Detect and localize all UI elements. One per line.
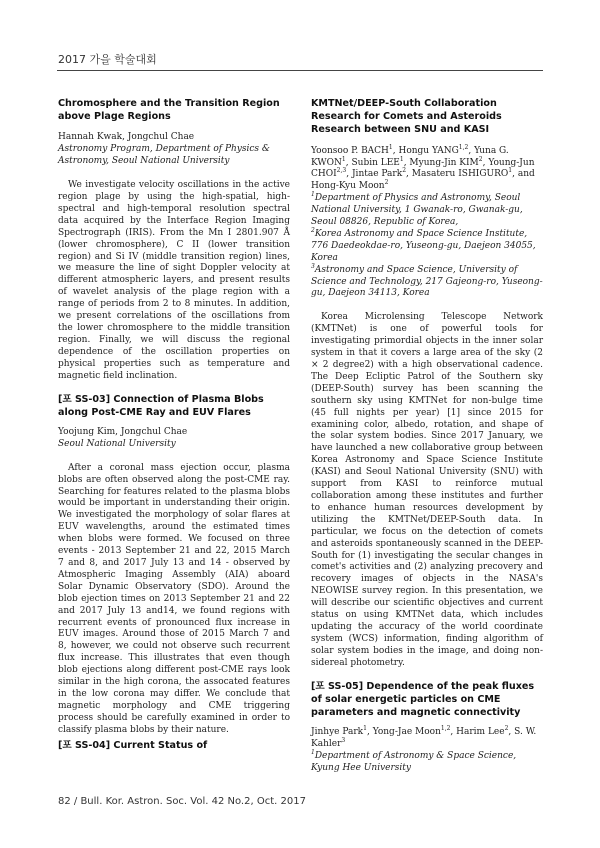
paper-authors: Hannah Kwak, Jongchul Chae (58, 132, 195, 143)
author-affil-mark: 1 (341, 155, 346, 163)
paper-title: KMTNet/DEEP-South Collaboration Research for Comets and Asteroids Research between SNU and KASI (311, 98, 502, 136)
affil-mark: 3 (311, 262, 315, 270)
author-affil-mark: 2 (504, 725, 509, 733)
affiliation-line: $^2$Korea Astronomy and Space Science Institute, 776 Daedeokdae-ro, Yuseong-gu, Daejeon 34055, Korea (311, 226, 536, 263)
author-affil-mark: 1 (388, 143, 393, 151)
author-affil-mark: 2 (402, 167, 407, 175)
author-affil-mark: 2,3 (336, 167, 347, 175)
paper-affiliations (311, 193, 543, 300)
affil-mark: 1 (311, 749, 315, 756)
left-column (58, 97, 290, 760)
author-name: Yong-Jae Moon (372, 727, 441, 738)
right-column (311, 97, 543, 775)
author-name: Subin LEE (351, 157, 400, 168)
author-affil-mark: 1,2 (458, 143, 469, 151)
author-affil-mark: 3 (341, 737, 346, 745)
affil-mark: 1 (311, 191, 315, 199)
paper-abstract: Korea Microlensing Telescope Network (KMTNet) is one of powerful tools for investigating primordial objects in the inner solar system in that it covers a large area of the sky (2 × 2 degree2) with a high observational cadence. The Deep Ecliptic Patrol of the Southern sky (DEEP-South) survey has been scanning the southern sky using KMTNet for non-bulge time (45 full nights per year) [1] since 2015 for examining color, albedo, rotation, and shape of the solar system bodies. Since 2017 January, we have launched a new collaborative group between Korea Astronomy and Space Science Institute (KASI) and Seoul National University (SNU) with support from KASI to reinforce mutual collaboration among these institutes and further to enhance human resources development by utilizing the KMTNet/DEEP-South data. In particular, we focus on the detection of comets and asteroids spontaneously scanned in the DEEP-South for (1) investigating the secular changes in comet's activities and (2) analyzing precovery and recovery images of objects in the NASA's NEOWISE survey region. In this presentation, we will describe our scientific objectives and current status on using KMTNet data, which includes updating the accuracy of the world coordinate system (WCS) information, finding algorithm of solar system bodies in the image, and doing non-sidereal photometry. (311, 312, 543, 668)
author-name: Harim Lee (456, 727, 505, 738)
author-name: Hongu YANG (398, 145, 459, 156)
paper-title: [포 SS-03] Connection of Plasma Blobs along Post-CME Ray and EUV Flares (58, 393, 264, 418)
author-name: Jintae Park (351, 169, 403, 180)
paper-title: [포 SS-05] Dependence of the peak fluxes of solar energetic particles on CME parameters and magnetic connectivity (311, 680, 535, 718)
author-affil-mark: 1 (363, 725, 367, 733)
paper-authors: Yoonsoo P. BACH$^1$, Hongu YANG$^{1,2}$, Yuna G. KWON$^1$, Subin LEE$^1$, Myung-Jin KIM$^2$, Young-Jun CHOI$^{2,3}$, Jintae Park$^2$, Masateru ISHIGURO$^1$, and Hong-Kyu Moon$^2$ (311, 143, 535, 192)
author-name: Yuna G. KWON (311, 145, 509, 168)
paper-ss05 (311, 680, 543, 775)
author-name: Masateru ISHIGURO (411, 169, 509, 180)
paper-affiliations (311, 751, 543, 775)
author-name: Yoonsoo P. BACH (311, 145, 389, 156)
running-head: 2017 가을 학술대회 (58, 53, 157, 66)
author-affil-mark: 1 (508, 167, 513, 175)
affiliation-line: $^1$Department of Astronomy & Space Science, Kyung Hee University (311, 749, 517, 773)
paper-ss03 (58, 393, 290, 737)
paper-authors: Yoojung Kim, Jongchul Chae (58, 426, 188, 437)
paper-affiliation: Seoul National University (58, 438, 176, 449)
author-name: Myung-Jin KIM (409, 157, 479, 168)
paper-kmtnet (311, 97, 543, 670)
author-name: Jinhye Park (311, 727, 364, 738)
paper-title-ss04: [포 SS-04] Current Status of (58, 739, 208, 751)
affiliation-line: $^1$Department of Physics and Astronomy, Seoul National University, 1 Gwanak-ro, Gwanak-gu, Seoul 08826, Republic of Korea, (311, 191, 523, 228)
author-affil-mark: 1 (399, 155, 404, 163)
author-affil-mark: 2 (478, 155, 483, 163)
affiliation-line: $^3$Astronomy and Space Science, University of Science and Technology, 217 Gajeong-ro, Yuseong-gu, Daejeon 34113, Korea (311, 262, 543, 299)
author-name: Young-Jun CHOI (311, 157, 535, 180)
author-name: S. W. Kahler (311, 727, 537, 750)
author-affil-mark: 1,2 (440, 725, 451, 733)
paper-title: Chromosphere and the Transition Region above Plage Regions (58, 98, 280, 123)
author-affil-mark: 2 (384, 179, 389, 187)
header-rule (57, 70, 543, 71)
affil-mark: 2 (311, 226, 315, 234)
paper-authors: Jinhye Park$^1$, Yong-Jae Moon$^{1,2}$, Harim Lee$^2$, S. W. Kahler$^3$ (311, 725, 537, 750)
paper-abstract: After a coronal mass ejection occur, plasma blobs are often observed along the post-CME ray. Searching for features related to the plasma blobs would be important in understanding their origin. We investigated the morphology of solar flares at EUV wavelengths, around the estimated times when blobs were formed. We focused on three events - 2013 September 21 and 22, 2015 March 7 and 8, and 2017 July 13 and 14 - observed by Atmospheric Imaging Assembly (AIA) aboard Solar Dynamic Observatory (SDO). Around the blob ejection times on 2013 September 21 and 22 and 2017 July 13 and14, we found regions with recurrent events of pronounced flux increase in EUV images. Around those of 2015 March 7 and 8, however, we could not observe such recurrent flux increase. This illustrates that even though blob ejections along different post-CME rays look similar in the high corona, the assocated features in the low corona may differ. We conclude that magnetic morphology and CME triggering process should be carefully examined in order to classify plasma blobs by their nature. (58, 462, 290, 735)
paper-abstract: We investigate velocity oscillations in the active region plage by using the high-spatial, high-spectral and high-temporal resolution spectral data acquired by the Interface Region Imaging Spectrograph (IRIS). From the Mn I 2801.907 Å (lower chromosphere), C II (lower transition region) and Si IV (middle transition region) lines, we measure the line of sight Doppler velocity at different atmospheric layers, and present results of wavelet analysis of the plage region with a range of periods from 2 to 8 minutes. In addition, we present correlations of the oscillations from the lower chromosphere to the middle transition region. Finally, we will discuss the regional dependence of the oscillation properties on physical properties such as temperature and magnetic field inclination. (58, 180, 290, 381)
paper-chromosphere (58, 97, 290, 383)
page-footer: 82 / Bull. Kor. Astron. Soc. Vol. 42 No.2, Oct. 2017 (58, 796, 306, 807)
author-name: Hong-Kyu Moon (311, 181, 385, 192)
paper-affiliation: Astronomy Program, Department of Physics & Astronomy, Seoul National University (58, 144, 270, 167)
